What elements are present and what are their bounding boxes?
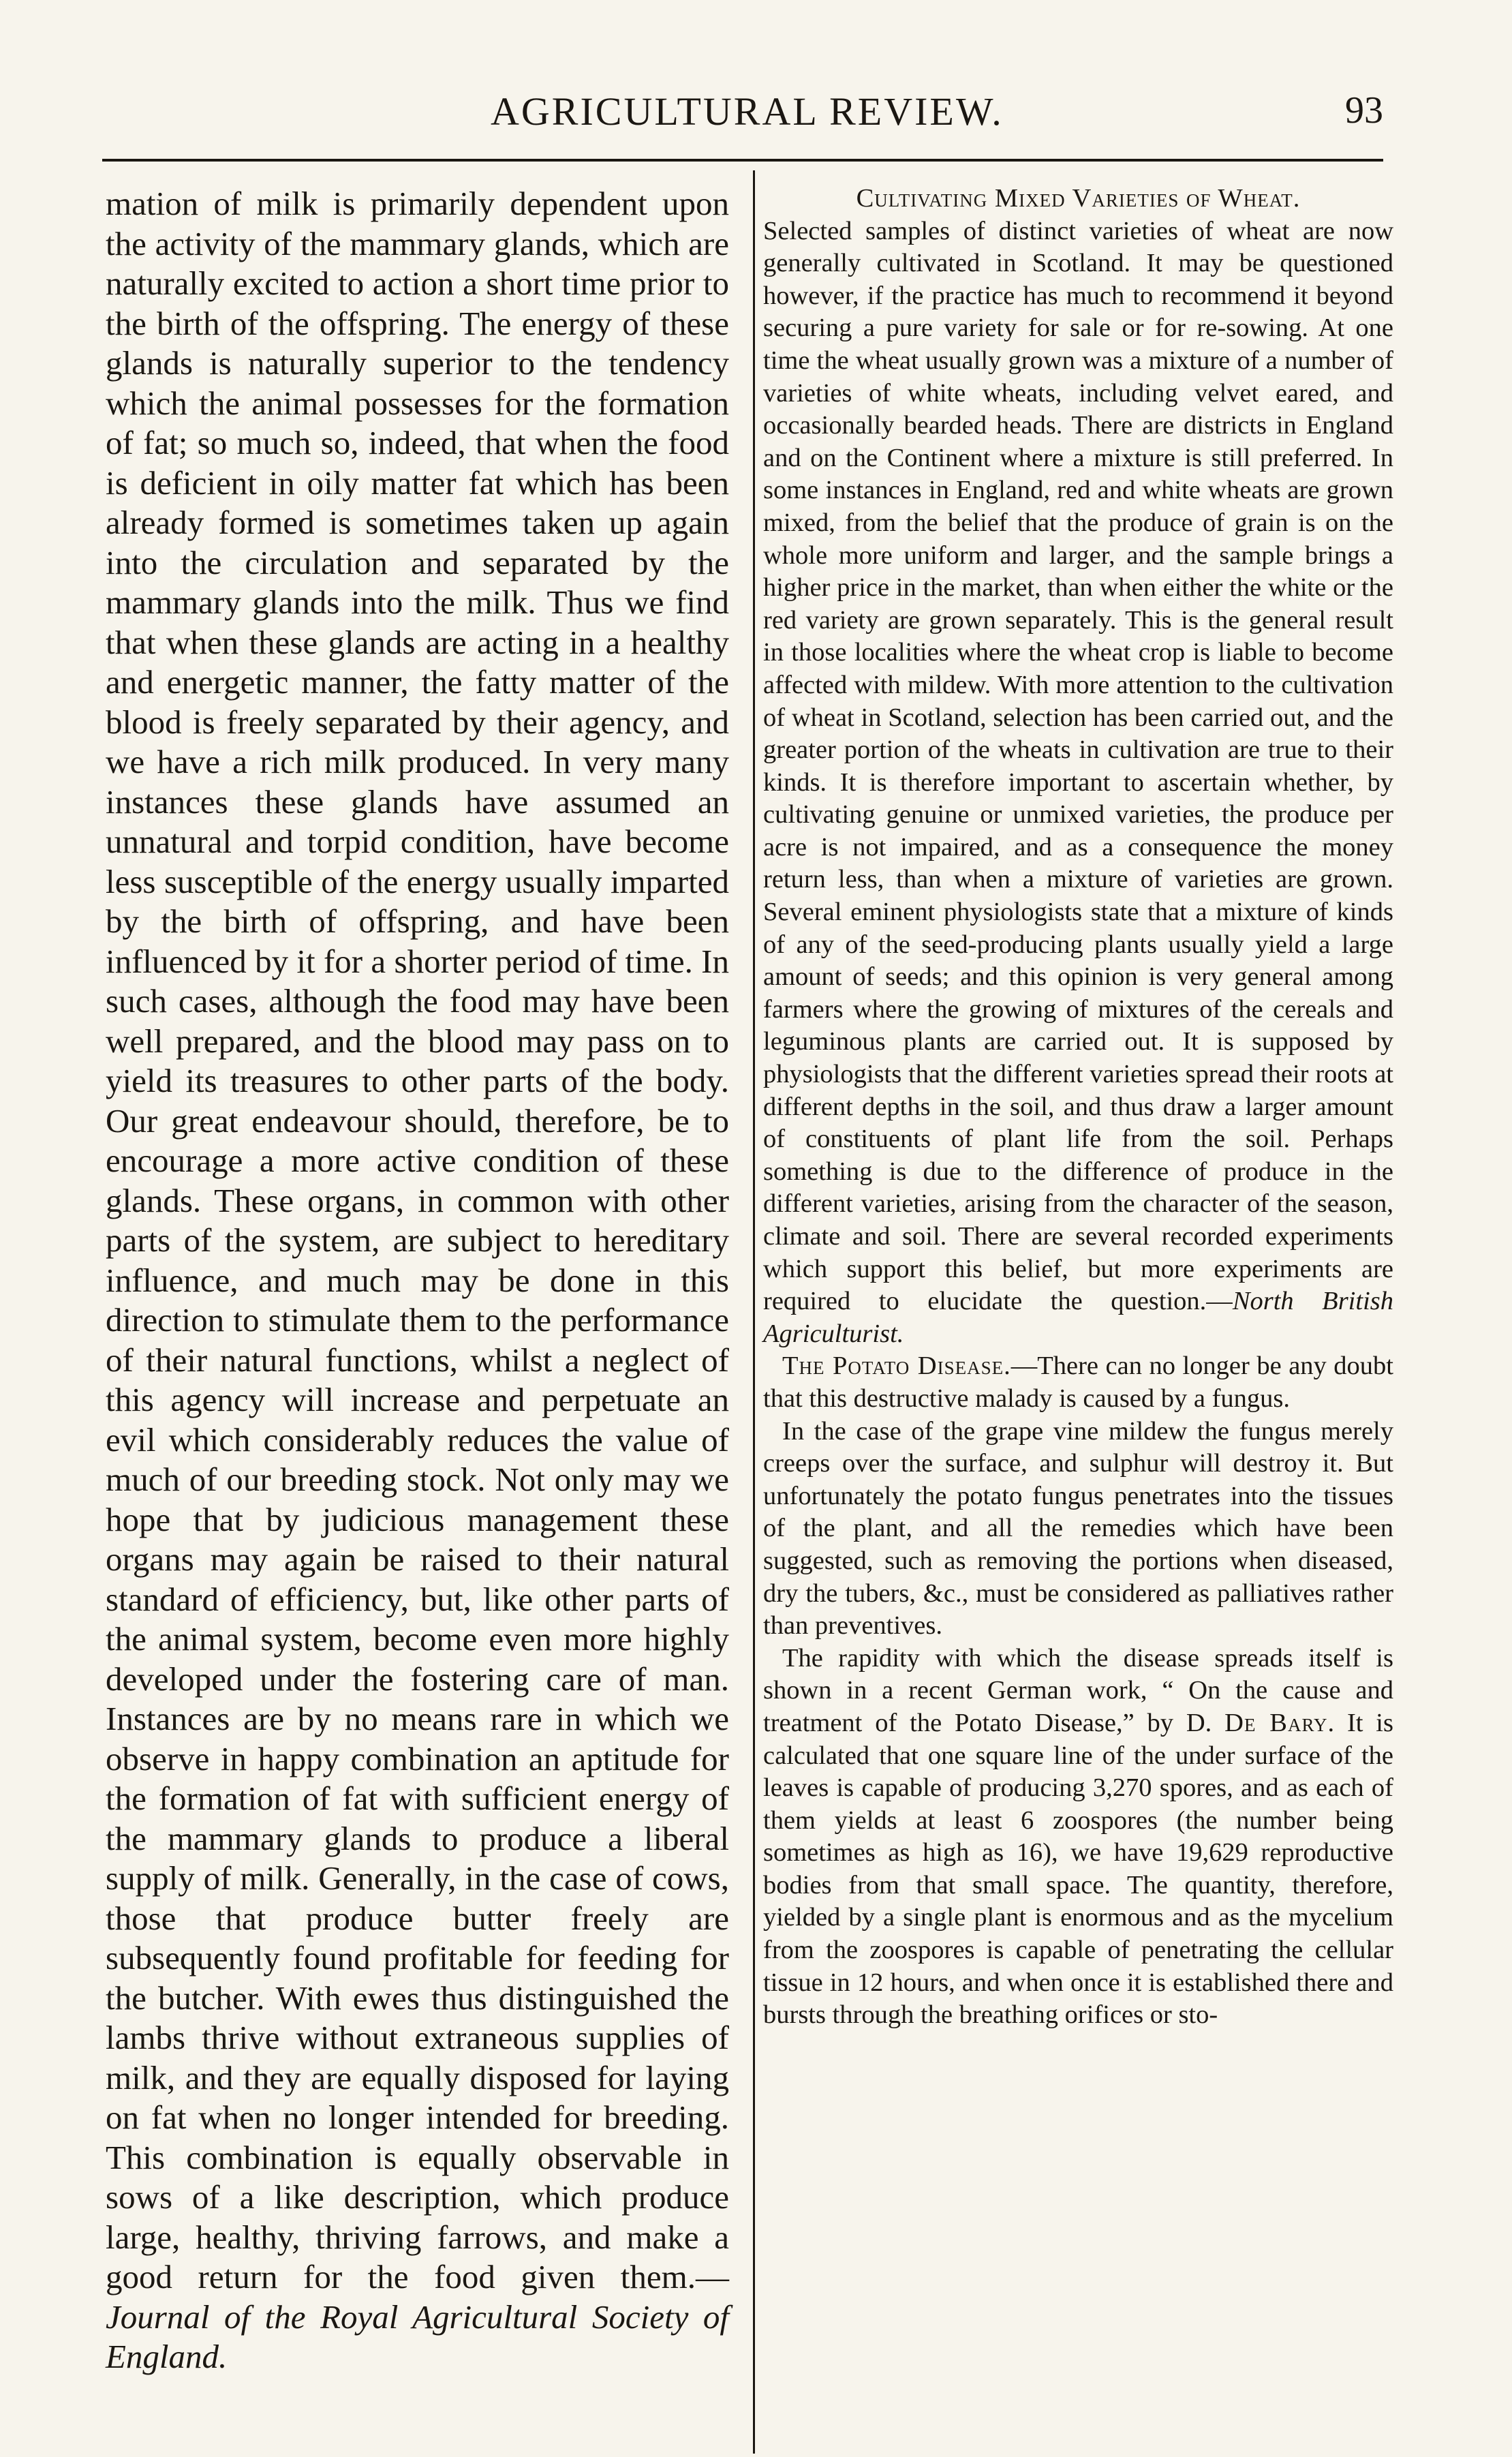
spread-text-start: The rapidity with which the disease spreads itself is shown in a recent German work, “ On the cause and treatment of the Potato Disease,” by D. [763,1643,1393,1737]
author-name: De Bary [1224,1708,1328,1737]
page-header [102,78,1383,147]
left-citation: Journal of the Royal Agricultural Society of England. [106,2298,729,2375]
grape-mildew-paragraph: In the case of the grape vine mildew the fungus merely creeps over the surface, and sulphur will destroy it. But unfortunately the potato fungus penetrates into the tissues of the plant, and all the remedies which have been suggested, such as removing the portions when diseased, dry the tubers, &c., must be considered as palliatives rather than preventives. [763,1416,1393,1640]
header-rule [102,159,1383,162]
spread-paragraph [763,1643,1393,2032]
wheat-heading: Cultivating Mixed Varieties of Wheat. [856,184,1301,213]
right-column [763,183,1393,2032]
page-number: 93 [1345,89,1383,132]
wheat-article [763,183,1393,1350]
spread-text-rest: . It is calculated that one square line of the under surface of the leaves is capable of producing 3,270 spores, and as each of them yields at least 6 zoospores (the number being sometimes as high as 16), we have 19,629 reproductive bodies from that small space. The quantity, therefore, yielded by a single plant is enormous and as the mycelium from the zoospores is capable of penetrating the cellular tissue in 12 hours, and when once it is established there and bursts through the breathing orifices or sto- [763,1708,1393,2030]
running-title: AGRICULTURAL REVIEW. [491,89,1004,134]
wheat-paragraph-text: Selected samples of distinct varieties of wheat are now generally cultivated in Scotland. It may be questioned however, if the practice has much to recommend it beyond securing a pure variety for sale or for re-sowing. At one time the wheat usually grown was a mixture of a number of varieties of white wheats, including velvet eared, and occasionally bearded heads. There are districts in England and on the Continent where a mixture is still preferred. In some instances in England, red and white wheats are grown mixed, from the belief that the produce of grain is on the whole more uniform and larger, and the sample brings a higher price in the market, than when either the white or the red variety are grown separately. This is the general result in those localities where the wheat crop is liable to become affected with mildew. With more attention to the cultivation of wheat in Scotland, selection has been carried out, and the greater portion of the wheats in cultivation are true to their kinds. It is therefore important to ascertain whether, by cultivating genuine or unmixed varieties, the produce per acre is not impaired, and as a consequence the money return less, than when a mixture of varieties are grown. Several eminent physiologists state that a mixture of kinds of any of the seed-producing plants usually yield a large amount of seeds; and this opinion is very general among farmers where the growing of mixtures of the cereals and leguminous plants are carried out. It is supposed by physiologists that the different varieties spread their roots at different depths in the soil, and thus draw a larger amount of constituents of plant life from the soil. Perhaps something is due to the difference of produce in the different varieties, arising from the character of the season, climate and soil. There are several recorded experiments which support this belief, but more experiments are required to elucidate the question.— [763,216,1393,1316]
potato-heading: The Potato Disease. [782,1352,1011,1381]
potato-intro-paragraph [763,1350,1393,1415]
wheat-citation: North British Agriculturist. [763,1287,1393,1348]
left-paragraph [106,184,729,2377]
left-paragraph-text: mation of milk is primarily dependent upon the activity of the mammary glands, which are naturally excited to action a short time prior to the birth of the offspring. The energy of these glands is naturally superior to the tendency which the animal possesses for the formation of fat; so much so, indeed, that when the food is deficient in oily matter fat which has been already formed is sometimes taken up again into the circulation and separated by the mammary glands into the milk. Thus we find that when these glands are acting in a healthy and energetic manner, the fatty matter of the blood is freely separated by their agency, and we have a rich milk produced. In very many instances these glands have assumed an unnatural and torpid condition, have become less susceptible of the energy usually imparted by the birth of offspring, and have been influenced by it for a shorter period of time. In such cases, although the food may have been well prepared, and the blood may pass on to yield its treasures to other parts of the body. Our great endeavour should, therefore, be to encourage a more active condition of these glands. These organs, in common with other parts of the system, are subject to hereditary influence, and much may be done in this direction to stimulate them to the performance of their natural functions, whilst a neglect of this agency will increase and perpetuate an evil which considerably reduces the value of much of our breeding stock. Not only may we hope that by judicious management these organs may again be raised to their natural standard of efficiency, but, like other parts of the animal system, become even more highly developed under the fostering care of man. Instances are by no means rare in which we observe in happy combination an aptitude for the formation of fat with sufficient energy of the mammary glands to produce a liberal supply of milk. Generally, in the case of cows, those that produce butter freely are subsequently found profitable for feeding for the butcher. With ewes thus distinguished the lambs thrive without extraneous supplies of milk, and they are equally disposed for laying on fat when no longer intended for breeding. This combination is equally observable in sows of a like description, which produce large, healthy, thriving farrows, and make a good return for the food given them.— [106,185,729,2295]
potato-intro-text: —There can no longer be any doubt that this destructive malady is caused by a fungus. [763,1352,1393,1413]
column-divider [753,170,755,2454]
left-column [106,184,729,2377]
